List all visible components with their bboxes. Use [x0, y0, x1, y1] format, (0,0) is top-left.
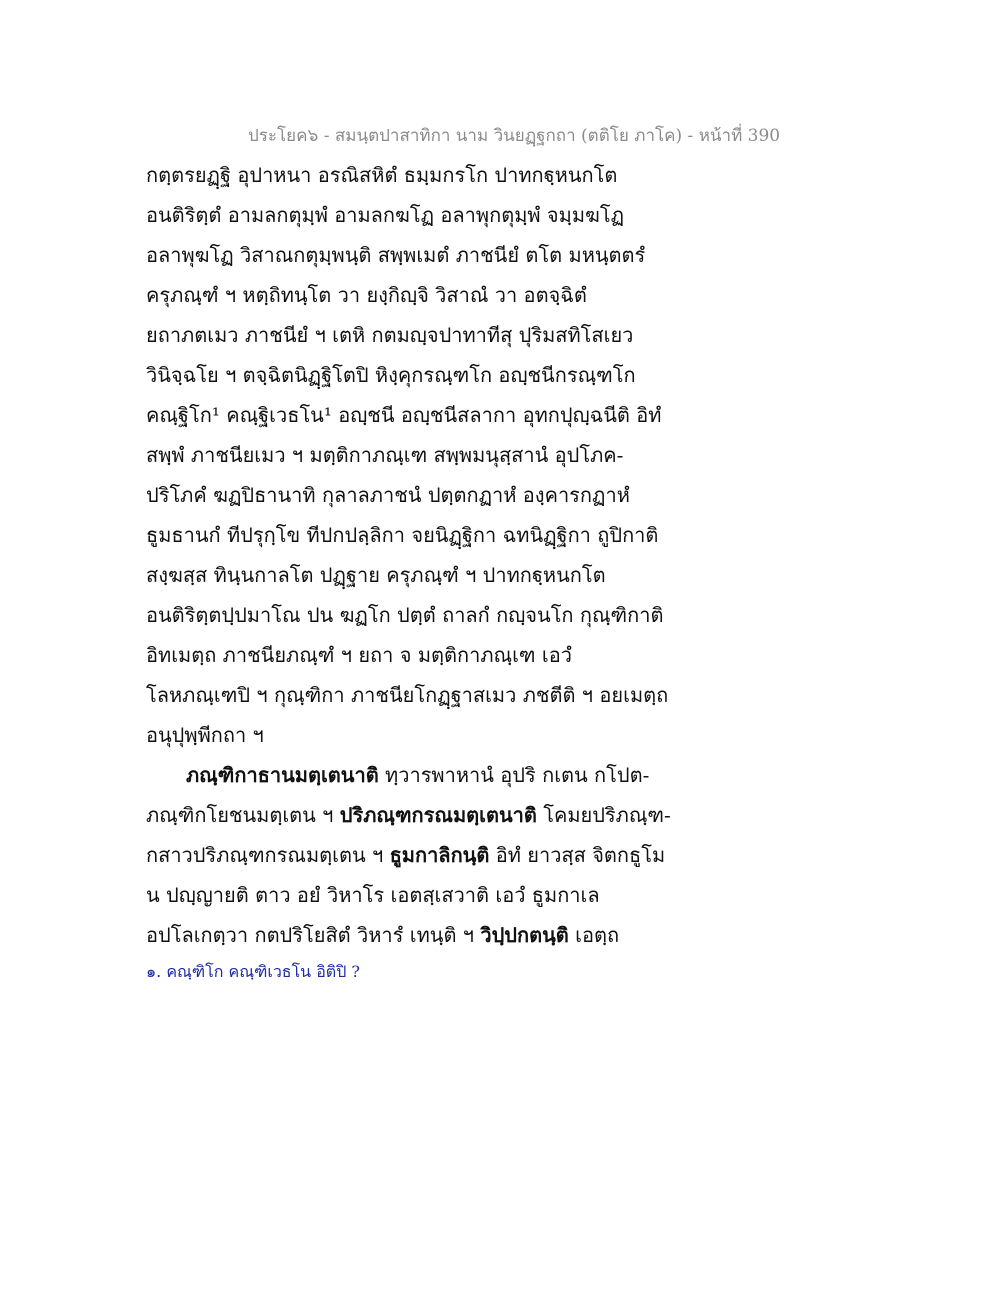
text-line: กตฺตรยฏฺฐิ อุปาหนา อรณิสหิตํ ธมฺมกรโก ปาทกฐฺหนกโต — [146, 163, 618, 187]
paragraph-2-line-4 — [146, 875, 706, 915]
bold-term: วิปฺปกตนฺติ — [480, 923, 569, 947]
paragraph-2-line-5 — [146, 915, 706, 955]
text-line: ครุภณฺฑํ ฯ หตฺถิทนฺโต วา ยงฺกิญฺจิ วิสาณํ วา อตจฺฉิตํ — [146, 283, 587, 307]
text-line: อิทเมตฺถ ภาชนียภณฺฑํ ฯ ยถา จ มตฺติกาภณฺเฑ เอวํ — [146, 643, 572, 667]
paragraph-2-line-1 — [146, 755, 706, 795]
text-line: ปริโภคํ ฆฏปิธานาทิ กุลาลภาชนํ ปตฺตกฏาหํ องฺคารกฏาหํ — [146, 483, 630, 507]
text-line: อนติริตฺตํ อามลกตุมฺพํ อามลกฆโฏ อลาพุกตุมฺพํ จมฺมฆโฏ — [146, 203, 625, 227]
text-line: ยถาภตเมว ภาชนียํ ฯ เตหิ กตมญฺจปาทาทีสุ ปุริมสทิโสเยว — [146, 323, 634, 347]
body-text — [146, 155, 706, 955]
text-span: เอตฺถ — [568, 923, 620, 947]
page-header: ประโยค๖ - สมนฺตปาสาทิกา นาม วินยฏฺฐกถา (ตติโย ภาโค) - หน้าที่ 390 — [248, 126, 781, 146]
text-span: ภณฺฑิกโยชนมตฺเตน ฯ — [146, 803, 340, 827]
text-line: อนติริตฺตปฺปมาโณ ปน ฆฏโก ปตฺตํ ถาลกํ กญฺจนโก กุณฺฑิกาติ — [146, 603, 664, 627]
text-line: วินิจฺฉโย ฯ ตจฺฉิตนิฏฺฐิโตปิ หิงฺคุกรณฺฑโก อญฺชนีกรณฺฑโก — [146, 363, 636, 387]
text-line: สงฺฆสฺส ทินฺนกาลโต ปฏฺฐาย ครุภณฺฑํ ฯ ปาทกฐฺหนกโต — [146, 563, 606, 587]
bold-term: ปริภณฺฑกรณมตฺเตนาติ — [339, 803, 537, 827]
text-span: โคมยปริภณฺฑ- — [536, 803, 671, 827]
text-span: ทฺวารพาหานํ อุปริ กเตน กโปต- — [378, 763, 650, 787]
text-line: สพฺพํ ภาชนียเมว ฯ มตฺติกาภณฺเฑ สพฺพมนุสฺสานํ อุปโภค- — [146, 443, 624, 467]
footnote: ๑. คณฺฑิโก คณฺฑิเวธโน อิติปิ ? — [146, 962, 361, 981]
text-line: อลาพุฆโฏ วิสาณกตุมฺพนฺติ สพฺพเมตํ ภาชนียํ ตโต มหนฺตตรํ — [146, 243, 646, 267]
paragraph-2-line-3 — [146, 835, 706, 875]
text-span: อปโลเกตฺวา กตปริโยสิตํ วิหารํ เทนฺติ ฯ — [146, 923, 481, 947]
text-line: ธูมธานกํ ทีปรุกฺโข ทีปกปลฺลิกา จยนิฏฺฐิกา ฉทนิฏฺฐิกา ถูปิกาติ — [146, 523, 659, 547]
text-line: อนุปุพฺพีกถา ฯ — [146, 723, 264, 747]
paragraph-2-line-2 — [146, 795, 706, 835]
bold-term: ภณฺฑิกาธานมตฺเตนาติ — [186, 763, 379, 787]
text-span: อิทํ ยาวสฺส จิตกธูโม — [489, 843, 666, 867]
text-span: กสาวปริภณฺฑกรณมตฺเตน ฯ — [146, 843, 390, 867]
bold-term: ธูมกาลิกนฺติ — [389, 843, 490, 867]
text-span: น ปญฺญายติ ตาว อยํ วิหาโร เอตสฺเสวาติ เอวํ ธูมกาเล — [146, 883, 600, 907]
text-line: คณฺฐิโก¹ คณฺฐิเวธโน¹ อญฺชนี อญฺชนีสลากา อุทกปุญฺฉนีติ อิทํ — [146, 403, 662, 427]
text-line: โลหภณฺเฑปิ ฯ กุณฺฑิกา ภาชนียโกฏฺฐาสเมว ภชตีติ ฯ อยเมตฺถ — [146, 683, 669, 707]
